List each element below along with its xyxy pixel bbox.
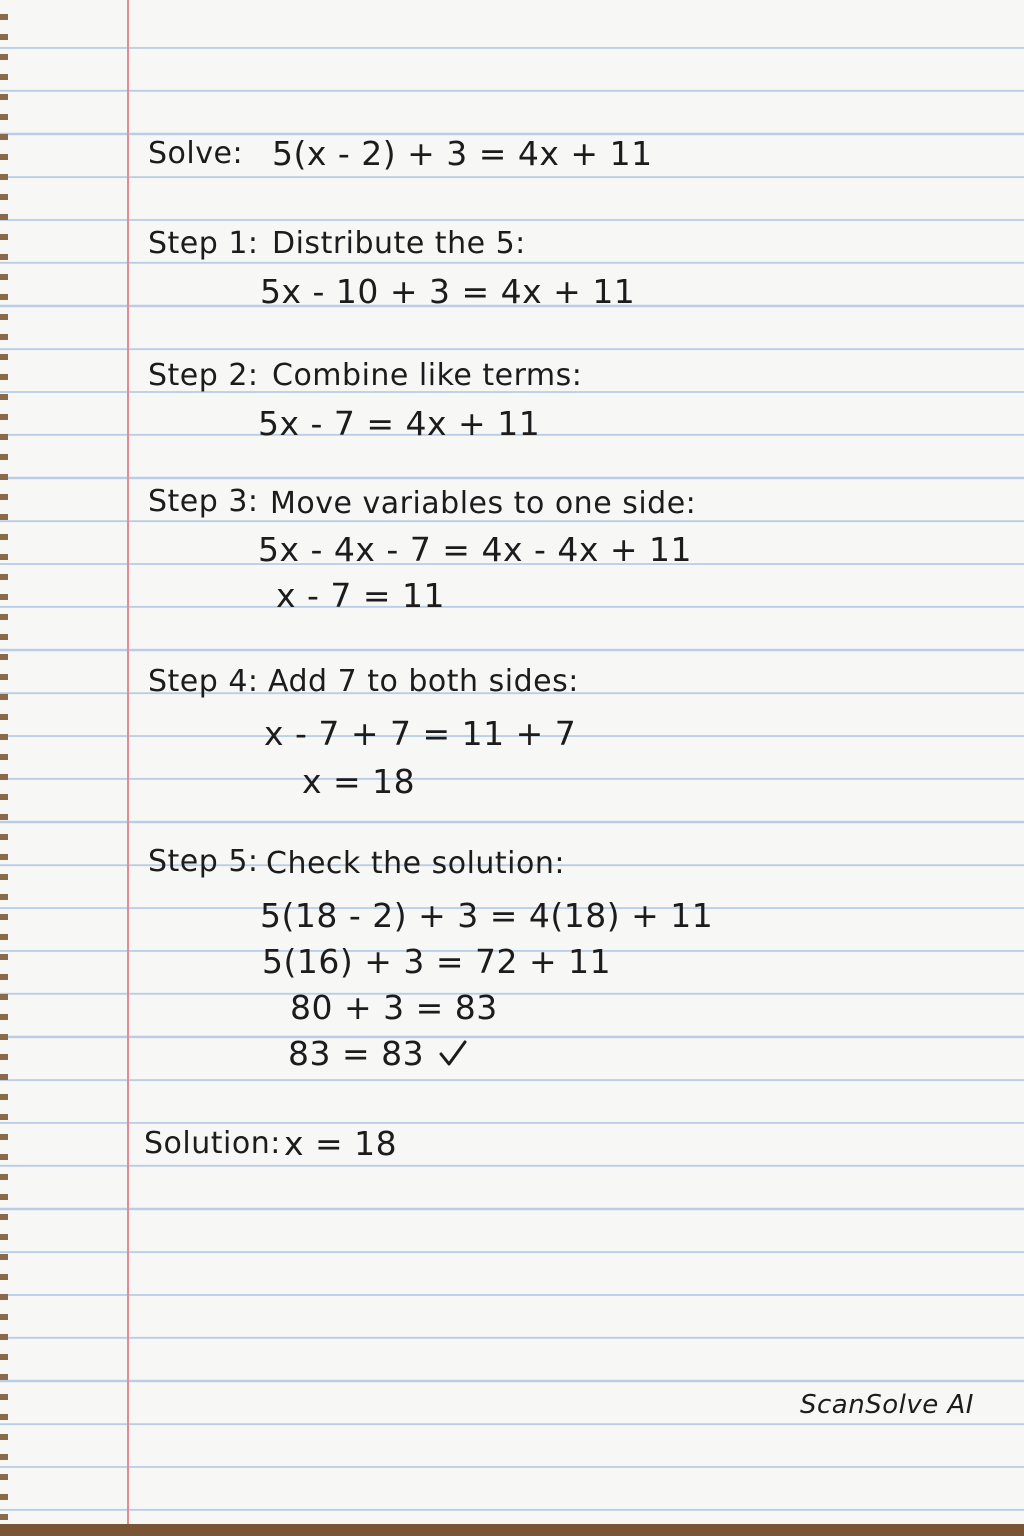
step-1-title: Distribute the 5: (272, 226, 526, 261)
step-4-line-2: x = 18 (302, 762, 416, 801)
step-1-line-1: 5x - 10 + 3 = 4x + 11 (260, 272, 636, 311)
step-5-label: Step 5: (148, 844, 259, 879)
step-2-line-1: 5x - 7 = 4x + 11 (258, 404, 541, 443)
step-5-title: Check the solution: (266, 846, 565, 881)
step-5-line-4: 83 = 83 (288, 1034, 425, 1073)
spiral-binding (0, 0, 8, 1536)
check-mark-icon (438, 1039, 468, 1067)
step-2-title: Combine like terms: (272, 358, 583, 393)
step-2-label: Step 2: (148, 358, 259, 393)
step-1-label: Step 1: (148, 226, 259, 261)
margin-line (127, 0, 129, 1536)
step-4-label: Step 4: (148, 664, 259, 699)
step-5-line-1: 5(18 - 2) + 3 = 4(18) + 11 (260, 896, 714, 935)
solution-value: x = 18 (284, 1124, 398, 1163)
step-5-line-2: 5(16) + 3 = 72 + 11 (262, 942, 612, 981)
problem-label: Solve: (148, 136, 244, 171)
step-5-line-3: 80 + 3 = 83 (290, 988, 498, 1027)
desk-surface (0, 1524, 1024, 1536)
solution-label: Solution: (144, 1126, 281, 1161)
step-4-line-1: x - 7 + 7 = 11 + 7 (264, 714, 577, 753)
problem-equation: 5(x - 2) + 3 = 4x + 11 (272, 134, 653, 173)
step-4-title: Add 7 to both sides: (268, 664, 579, 699)
watermark: ScanSolve AI (800, 1390, 974, 1420)
step-5-line-4-row (288, 1034, 468, 1073)
step-3-title: Move variables to one side: (270, 486, 697, 521)
step-3-line-2: x - 7 = 11 (276, 576, 446, 615)
step-3-label: Step 3: (148, 484, 259, 519)
step-3-line-1: 5x - 4x - 7 = 4x - 4x + 11 (258, 530, 693, 569)
